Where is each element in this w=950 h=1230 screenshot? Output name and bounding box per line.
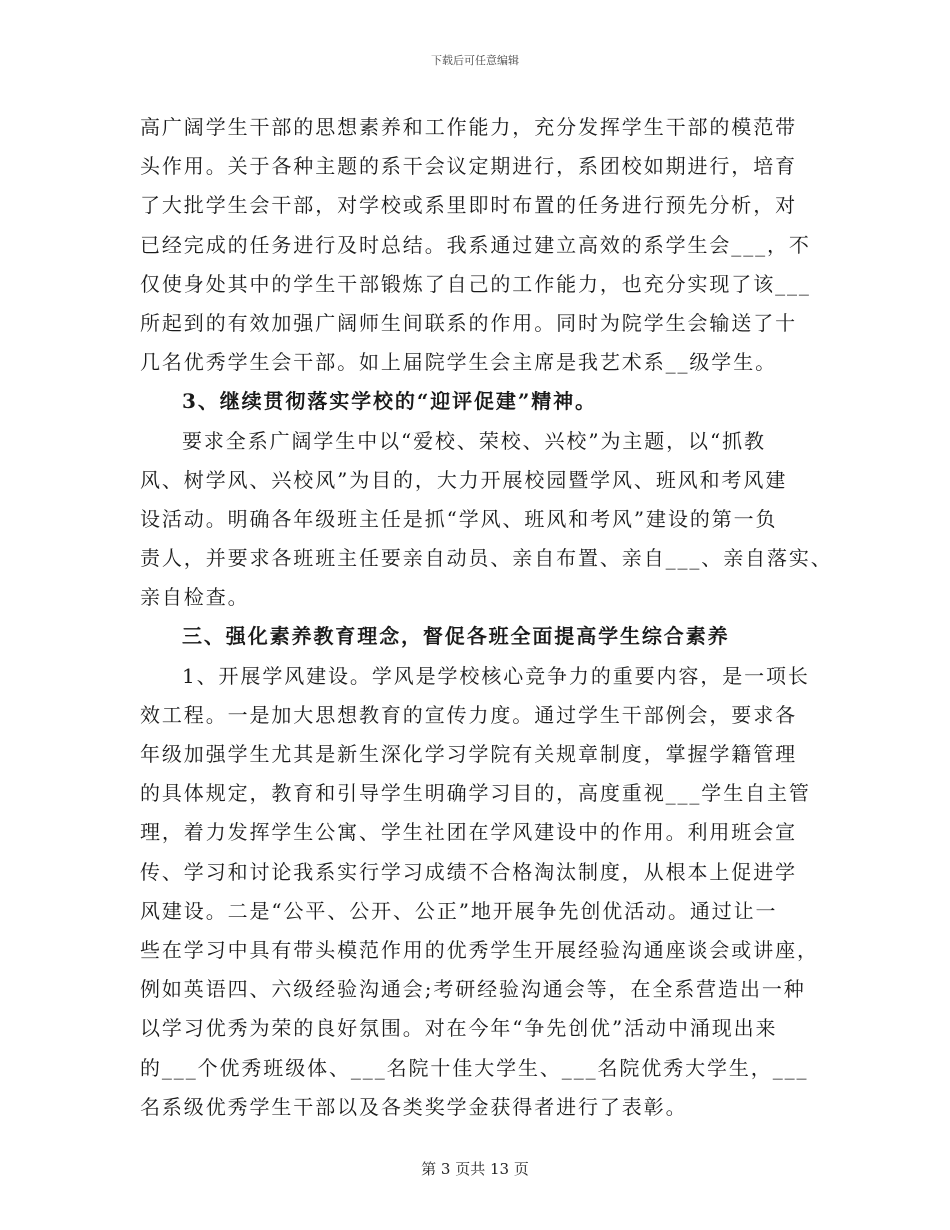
body-line: 所起到的有效加强广阔师生间联系的作用。同时为院学生会输送了十: [140, 310, 797, 335]
body-line: 了大批学生会干部，对学校或系里即时布置的任务进行预先分析，对: [140, 193, 797, 218]
page-header: 下载后可任意编辑: [431, 54, 519, 67]
body-line: 传、学习和讨论我系实行学习成绩不合格淘汰制度，从根本上促进学: [140, 859, 797, 884]
body-line: 的___个优秀班级体、___名院十佳大学生、___名院优秀大学生，___: [140, 1055, 809, 1080]
body-line: 风建设。二是“公平、公开、公正”地开展争先创优活动。通过让一: [140, 898, 778, 923]
body-line: 风、树学风、兴校风”为目的，大力开展校园暨学风、班风和考风建: [140, 467, 788, 492]
paragraph-first-line: 1、开展学风建设。学风是学校核心竞争力的重要内容，是一项长: [182, 663, 810, 688]
body-line: 已经完成的任务进行及时总结。我系通过建立高效的系学生会___，不: [140, 232, 811, 257]
body-line: 头作用。关于各种主题的系干会议定期进行，系团校如期进行，培育: [140, 154, 797, 179]
body-line: 以学习优秀为荣的良好氛围。对在今年“争先创优”活动中涌现出来: [140, 1016, 778, 1041]
body-line: 效工程。一是加大思想教育的宣传力度。通过学生干部例会，要求各: [140, 702, 797, 727]
body-line: 设活动。明确各年级班主任是抓“学风、班风和考风”建设的第一负: [140, 506, 778, 531]
section-heading: 三、强化素养教育理念，督促各班全面提高学生综合素养: [182, 624, 730, 649]
body-line: 亲自检查。: [140, 585, 250, 610]
section-heading: 3、继续贯彻落实学校的“迎评促建”精神。: [182, 389, 597, 414]
document-body: [140, 108, 833, 1127]
body-line: 年级加强学生尤其是新生深化学习学院有关规章制度，掌握学籍管理: [140, 742, 797, 766]
body-line: 些在学习中具有带头模范作用的优秀学生开展经验沟通座谈会或讲座，: [140, 937, 819, 962]
body-line: 理，着力发挥学生公寓、学生社团在学风建设中的作用。利用班会宣: [140, 820, 797, 845]
body-line: 名系级优秀学生干部以及各类奖学金获得者进行了表彰。: [140, 1094, 688, 1119]
page-number-footer: 第 3 页共 13 页: [421, 1160, 529, 1178]
body-line: 例如英语四、六级经验沟通会;考研经验沟通会等，在全系营造出一种: [140, 977, 806, 1002]
body-line: 几名优秀学生会干部。如上届院学生会主席是我艺术系__级学生。: [140, 350, 777, 375]
paragraph-first-line: 要求全系广阔学生中以“爱校、荣校、兴校”为主题，以“抓教: [182, 428, 766, 453]
body-line: 的具体规定，教育和引导学生明确学习目的，高度重视___学生自主管: [140, 781, 811, 806]
body-line: 高广阔学生干部的思想素养和工作能力，充分发挥学生干部的模范带: [140, 115, 797, 139]
body-line: 仅使身处其中的学生干部锻炼了自己的工作能力，也充分实现了该___: [140, 271, 811, 296]
body-line: 责人，并要求各班班主任要亲自动员、亲自布置、亲自___、亲自落实、: [140, 546, 833, 571]
